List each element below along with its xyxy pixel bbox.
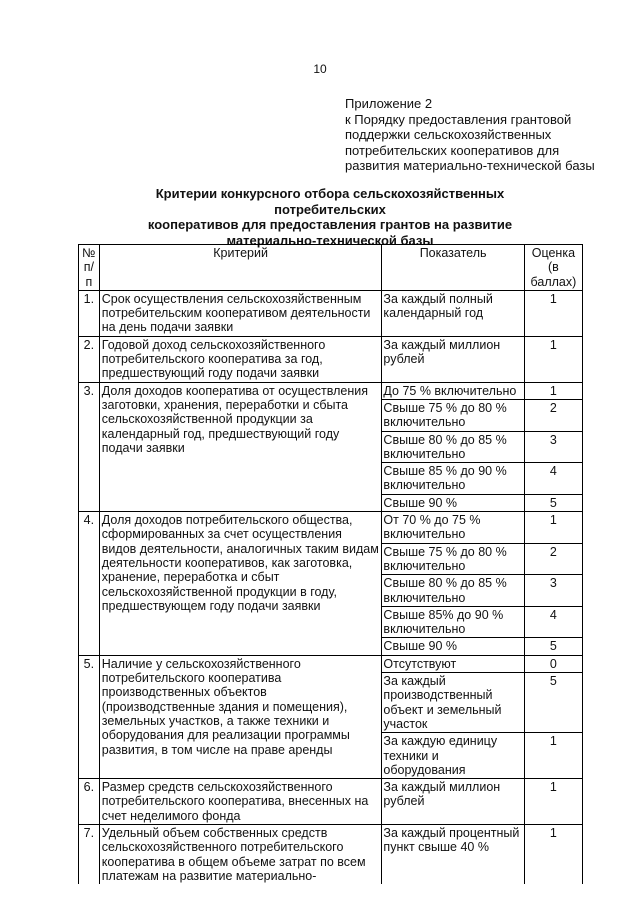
- row-indicator: За каждый процентный пункт свыше 40 %: [382, 824, 524, 884]
- table-row: [79, 512, 583, 544]
- header-num: № п/п: [79, 245, 100, 291]
- row-score: 1: [524, 382, 582, 399]
- row-score: 1: [524, 512, 582, 544]
- row-indicator: За каждый миллион рублей: [382, 779, 524, 825]
- row-indicator: Свыше 75 % до 80 % включительно: [382, 543, 524, 575]
- row-score: 1: [524, 733, 582, 779]
- appendix-line: поддержки сельскохозяйственных: [345, 127, 552, 142]
- row-criterion: Доля доходов потребительского общества, сформированных за счет осуществления видов деятельности, аналогичных таким видам деятельности кооперативов, как заготовка, хранение, переработка и сбыт сельскохозяйственной продукции в году, предшествующем году подачи заявки: [99, 512, 382, 656]
- row-score: 4: [524, 463, 582, 495]
- table-row: [79, 779, 583, 825]
- table-header-row: [79, 245, 583, 291]
- row-score: 3: [524, 575, 582, 607]
- row-criterion: Доля доходов кооператива от осуществления заготовки, хранения, переработки и сбыта сельскохозяйственной продукции за календарный год, предшествующий году подачи заявки: [99, 382, 382, 511]
- header-criterion: Критерий: [99, 245, 382, 291]
- row-num: 2.: [79, 336, 100, 382]
- row-score: 1: [524, 290, 582, 336]
- row-indicator: Свыше 85% до 90 % включительно: [382, 606, 524, 638]
- table-row: [79, 336, 583, 382]
- row-score: 4: [524, 606, 582, 638]
- row-score: 5: [524, 673, 582, 733]
- criteria-table: [78, 244, 583, 884]
- row-indicator: За каждый производственный объект и земельный участок: [382, 673, 524, 733]
- row-indicator: Свыше 90 %: [382, 494, 524, 511]
- row-criterion: Размер средств сельскохозяйственного потребительского кооператива, внесенных на счет неделимого фонда: [99, 779, 382, 825]
- row-num: 5.: [79, 655, 100, 778]
- row-score: 5: [524, 494, 582, 511]
- page-number: 10: [313, 62, 327, 76]
- header-score: Оценка (в баллах): [524, 245, 582, 291]
- table-row: [79, 290, 583, 336]
- row-indicator: За каждую единицу техники и оборудования: [382, 733, 524, 779]
- row-criterion: Годовой доход сельскохозяйственного потребительского кооператива за год, предшествующий году подачи заявки: [99, 336, 382, 382]
- appendix-header: [345, 96, 615, 174]
- appendix-line: развития материально-технической базы: [345, 158, 595, 173]
- row-score: 1: [524, 336, 582, 382]
- title-line: Критерии конкурсного отбора сельскохозяйственных потребительских: [155, 186, 505, 217]
- row-indicator: Свыше 90 %: [382, 638, 524, 655]
- row-indicator: Свыше 80 % до 85 % включительно: [382, 575, 524, 607]
- row-criterion: Срок осуществления сельскохозяйственным потребительским кооперативом деятельности на день подачи заявки: [99, 290, 382, 336]
- row-score: 1: [524, 824, 582, 884]
- row-num: 6.: [79, 779, 100, 825]
- row-indicator: Свыше 80 % до 85 % включительно: [382, 431, 524, 463]
- row-score: 2: [524, 399, 582, 431]
- row-score: 5: [524, 638, 582, 655]
- row-score: 3: [524, 431, 582, 463]
- title-line: материально-технической базы: [226, 232, 434, 248]
- row-indicator: За каждый полный календарный год: [382, 290, 524, 336]
- table-row: [79, 824, 583, 884]
- row-indicator: До 75 % включительно: [382, 382, 524, 399]
- row-num: 1.: [79, 290, 100, 336]
- row-indicator: Отсутствуют: [382, 655, 524, 672]
- table-row: [79, 655, 583, 672]
- table-row: [79, 382, 583, 399]
- row-score: 1: [524, 779, 582, 825]
- row-indicator: Свыше 85 % до 90 % включительно: [382, 463, 524, 495]
- title-line: кооперативов для предоставления грантов на развитие: [147, 217, 513, 232]
- header-indicator: Показатель: [382, 245, 524, 291]
- row-score: 0: [524, 655, 582, 672]
- row-criterion: Удельный объем собственных средств сельскохозяйственного потребительского кооператива в общем объеме затрат по всем платежам на развитие материально-: [99, 824, 382, 884]
- appendix-line: Приложение 2: [345, 96, 433, 111]
- document-title: [100, 186, 560, 248]
- row-indicator: От 70 % до 75 % включительно: [382, 512, 524, 544]
- row-indicator: Свыше 75 % до 80 % включительно: [382, 399, 524, 431]
- row-score: 2: [524, 543, 582, 575]
- row-indicator: За каждый миллион рублей: [382, 336, 524, 382]
- appendix-line: потребительских кооперативов для: [345, 142, 560, 158]
- appendix-line: к Порядку предоставления грантовой: [345, 111, 572, 127]
- row-num: 7.: [79, 824, 100, 884]
- row-num: 4.: [79, 512, 100, 656]
- row-criterion: Наличие у сельскохозяйственного потребительского кооператива производственных объектов (производственные здания и помещения), земельных участков, а также техники и оборудования для реализации программы развития, в том числе на праве аренды: [99, 655, 382, 778]
- row-num: 3.: [79, 382, 100, 511]
